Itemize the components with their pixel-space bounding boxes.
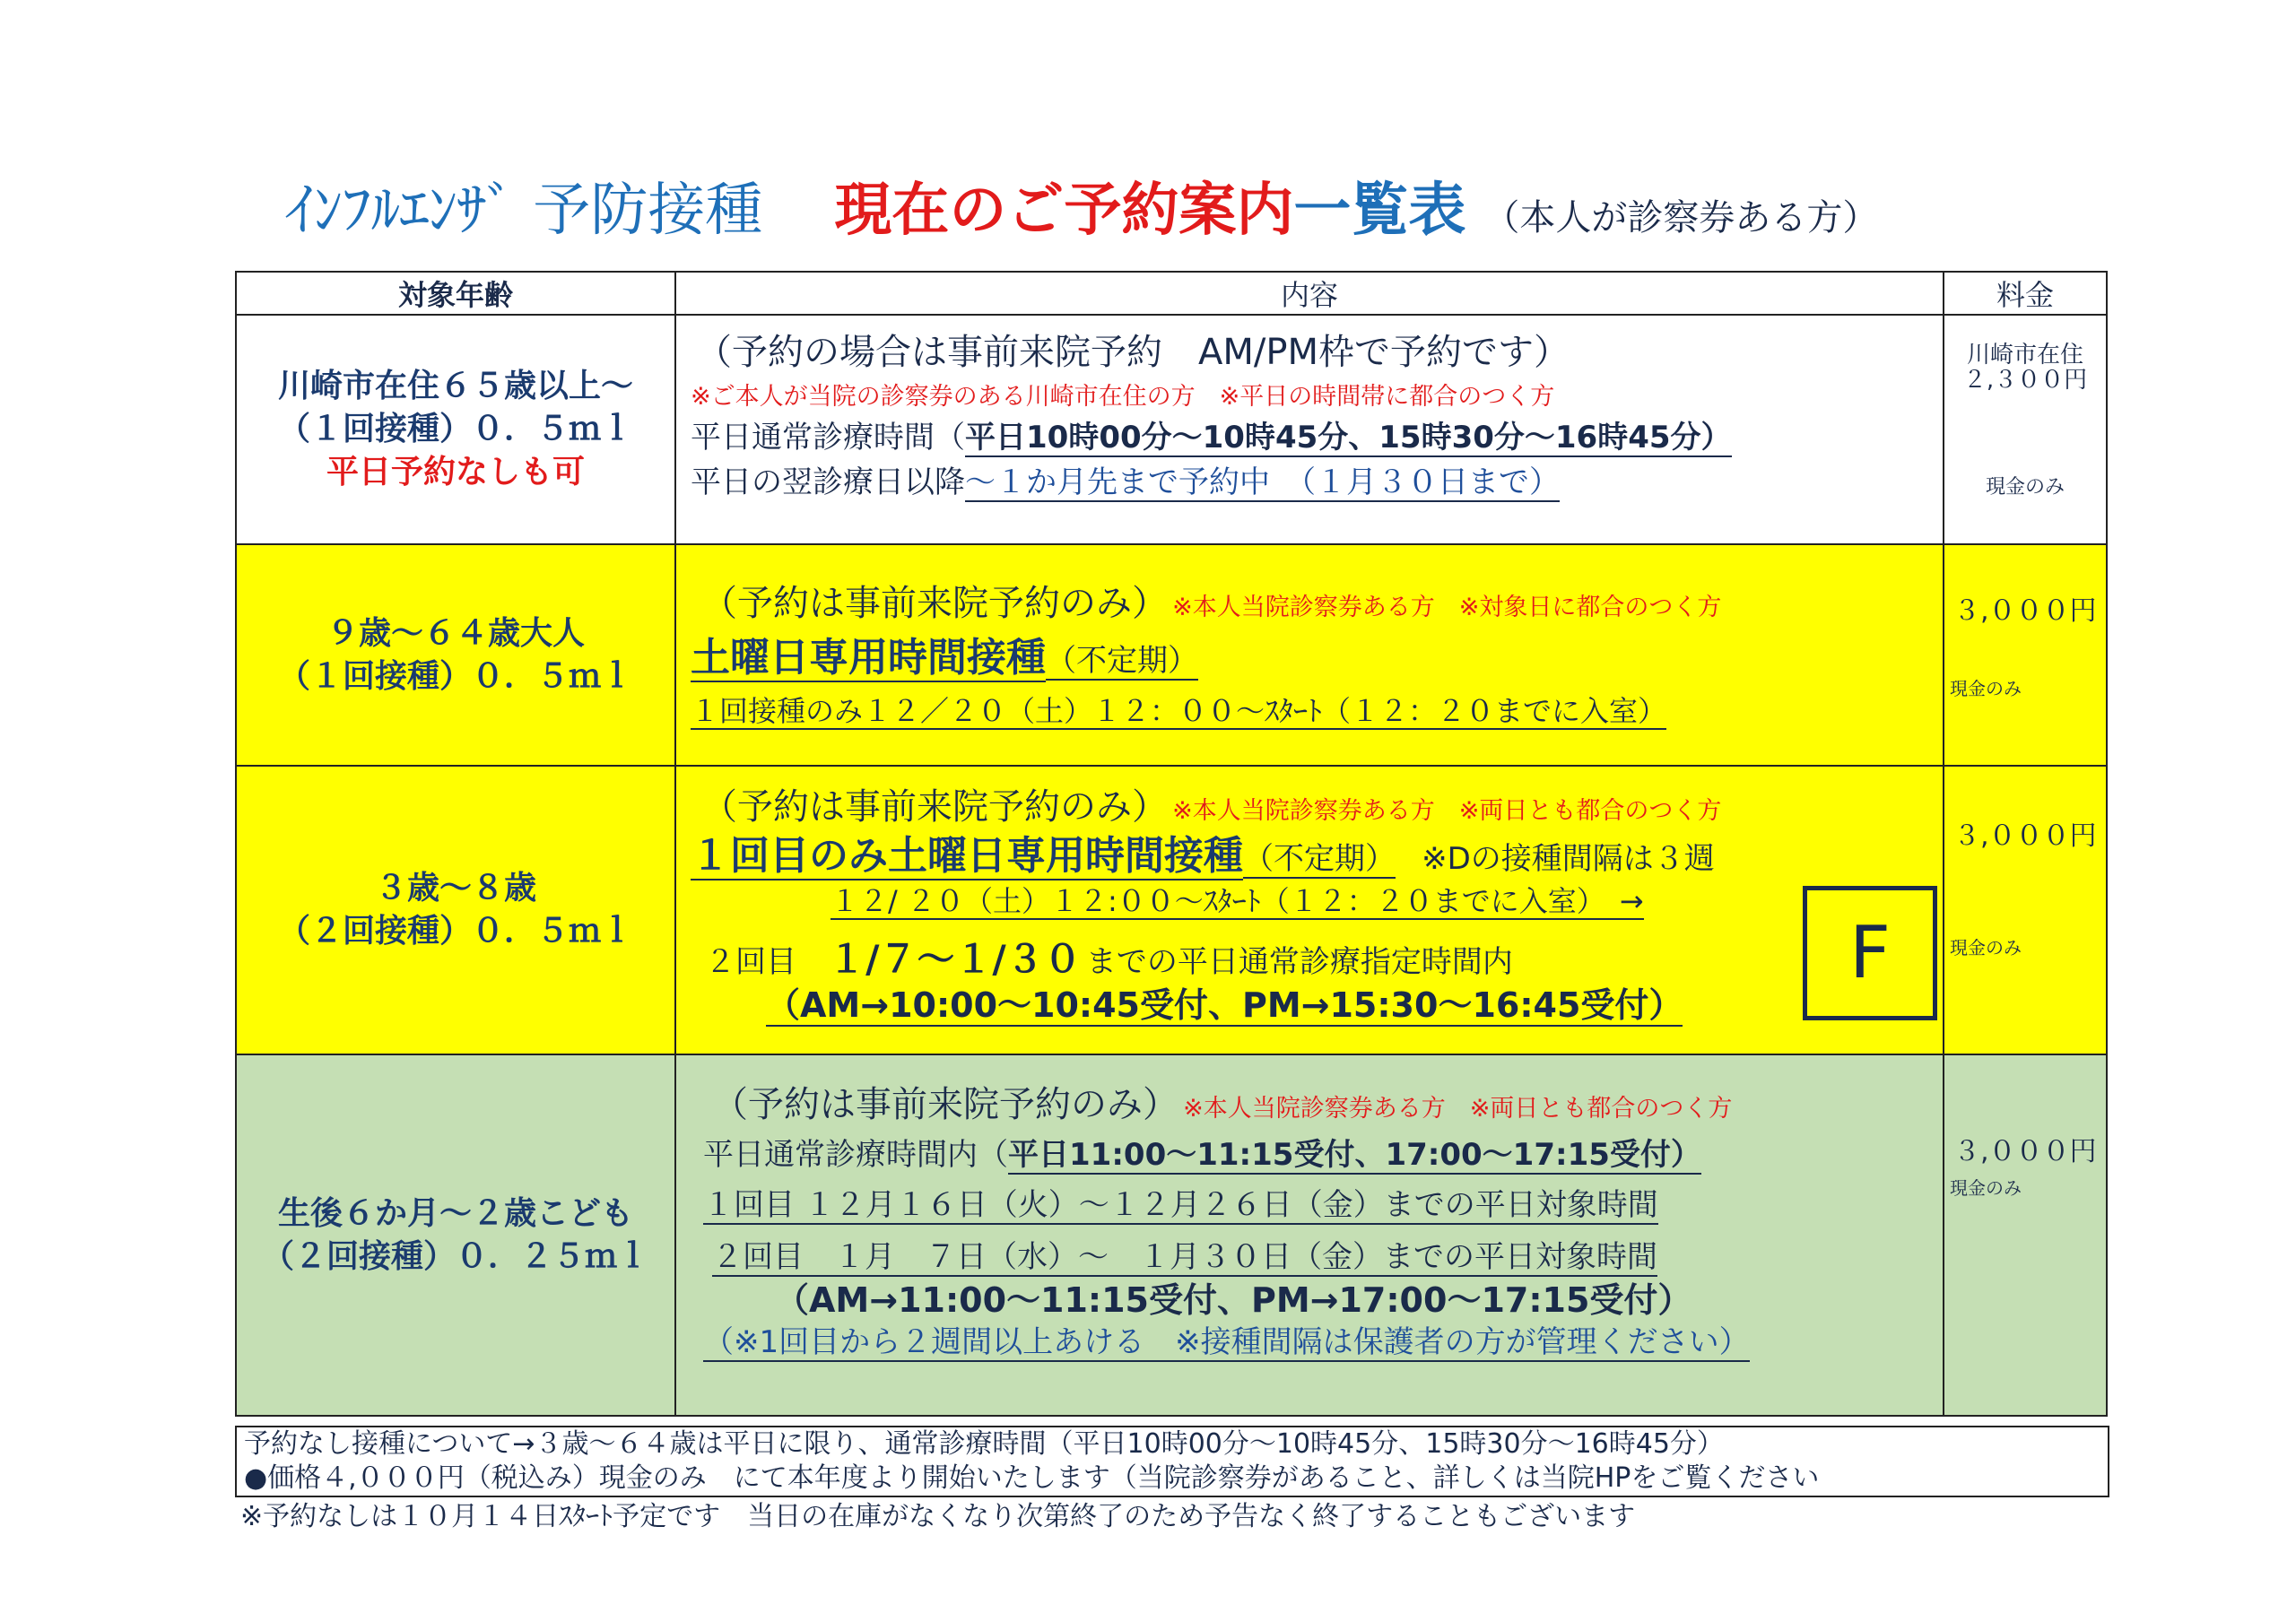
title-part2: 現在のご予約案内 [834, 178, 1294, 244]
content-text: １回接種のみ１２／２０（土）１２：００～ｽﾀｰﾄ（１２：２０までに入室） [691, 694, 1667, 728]
content-line [676, 1184, 1943, 1226]
content-text: １回目のみ土曜日専用時間接種 [691, 833, 1243, 879]
price-cell [1944, 766, 2107, 1054]
note-line: 予約なし接種について→３歳～６４歳は平日に限り、通常診療時間（平日10時00分～10時45分、15時30分～16時45分） [244, 1428, 1724, 1460]
header-age: 対象年齢 [236, 272, 675, 315]
header-content: 内容 [675, 272, 1944, 315]
age-cell [236, 315, 675, 544]
note-line: ※予約なしは１０月１４日ｽﾀｰﾄ予定です 当日の在庫がなくなり次第終了のため予告なく終了することもございます [240, 1501, 1636, 1532]
content-text: （AM→10:00～10:45受付、PM→15:30～16:45受付） [766, 985, 1683, 1025]
content-text: ２回目 １月 ７日（水）～ １月３０日（金）までの平日対象時間 [712, 1239, 1657, 1275]
price-cell [1944, 315, 2107, 544]
price-value: ３,０００円 [1953, 820, 2097, 852]
title-part1: ｲﾝﾌﾙｴﾝｻﾞ 予防接種 [285, 178, 763, 244]
price-value: ３,０００円 [1953, 595, 2097, 627]
content-cell [675, 1054, 1944, 1416]
content-text: 平日通常診療時間（ [691, 420, 965, 455]
age-line: 川崎市在住６５歳以上～ [277, 368, 633, 404]
content-line [676, 633, 1943, 683]
content-note: ※ご本人が当院の診察券のある川崎市在住の方 ※平日の時間帯に都合のつく方 [691, 383, 1555, 411]
content-text: 土曜日専用時間接種 [691, 635, 1046, 681]
content-text: （予約は事前来院予約のみ） [701, 583, 1168, 624]
notes-box [235, 1426, 2109, 1497]
header-price: 料金 [1944, 272, 2107, 315]
note-line: ●価格４,０００円（税込み）現金のみ にて本年度より開始いたします（当院診察券があること、詳しくは当院HPをご覧ください [244, 1462, 1820, 1494]
content-cell [675, 544, 1944, 766]
content-text: ２回目 [705, 944, 796, 980]
price-note: 現金のみ [1985, 476, 2065, 499]
content-cell [675, 315, 1944, 544]
content-cell [675, 766, 1944, 1054]
content-text: １２/ ２０（土）１２:００～ｽﾀｰﾄ（１２：２０までに入室） → [831, 884, 1644, 918]
content-text: （AM→11:00～11:15受付、PM→17:00～17:15受付） [775, 1280, 1692, 1320]
content-line [676, 689, 1943, 730]
age-line: 生後６か月～２歳こども [277, 1194, 633, 1232]
price-line: 川崎市在住 [1966, 342, 2083, 369]
content-line [676, 579, 1943, 628]
content-note: ※本人当院診察券ある方 ※両日とも都合のつく方 [1172, 797, 1722, 825]
age-cell [236, 544, 675, 766]
age-line: （１回接種）０．５ｍｌ [277, 657, 633, 695]
content-line [676, 930, 1943, 984]
price-cell [1944, 544, 2107, 766]
table-header-row [236, 272, 2107, 315]
content-line [676, 1134, 1943, 1175]
schedule-table [235, 271, 2108, 1417]
content-text: 平日11:00～11:15受付、17:00～17:15受付） [1008, 1137, 1701, 1173]
content-line [676, 1080, 1943, 1129]
content-text: ※Dの接種間隔は３週 [1422, 841, 1715, 877]
age-line: ３歳～８歳 [374, 870, 536, 906]
age-line: ９歳～６４歳大人 [326, 614, 585, 652]
age-cell [236, 766, 675, 1054]
content-line [676, 1323, 1943, 1362]
age-line: （２回接種）０．２５ｍｌ [261, 1237, 649, 1275]
price-value: ３,０００円 [1953, 1136, 2097, 1167]
age-note: 平日予約なしも可 [326, 454, 585, 490]
content-text: 平日通常診療時間内（ [703, 1137, 1008, 1173]
title-part4: （本人が診察券ある方） [1483, 197, 1879, 239]
content-text: （予約は事前来院予約のみ） [701, 786, 1168, 828]
content-text: （不定期） [1243, 841, 1396, 877]
content-text: １/７～１/３０ [828, 937, 1082, 981]
table-row [236, 1054, 2107, 1416]
content-line [676, 1278, 1943, 1323]
content-text: （予約は事前来院予約のみ） [712, 1084, 1178, 1125]
content-line [676, 417, 1943, 458]
content-text: 平日の翌診療日以降 [691, 464, 965, 500]
price-value: ２,３００円 [1962, 367, 2088, 394]
content-text: （不定期） [1046, 643, 1198, 679]
content-line [676, 1236, 1943, 1278]
title-part3: 一覧表 [1293, 178, 1466, 244]
content-line [676, 881, 1943, 921]
content-note: ※本人当院診察券ある方 ※両日とも都合のつく方 [1183, 1095, 1733, 1123]
price-note: 現金のみ [1950, 937, 2022, 958]
content-note: ※本人当院診察券ある方 ※対象日に都合のつく方 [1172, 594, 1722, 621]
price-note: 現金のみ [1950, 1177, 2022, 1199]
age-cell [236, 1054, 675, 1416]
age-line: （２回接種）０．５ｍｌ [277, 913, 633, 950]
content-line: （予約の場合は事前来院予約 AM/PM枠で予約です） [696, 332, 1570, 373]
content-text: ～１か月先まで予約中 （１月３０日まで） [965, 464, 1560, 500]
content-line [676, 462, 1943, 503]
content-text: までの平日通常診療指定時間内 [1085, 944, 1513, 980]
f-badge: F [1803, 886, 1937, 1020]
table-row [236, 544, 2107, 766]
content-line [676, 984, 1943, 1027]
price-note: 現金のみ [1950, 678, 2022, 699]
page-title [285, 175, 1878, 254]
age-line: （１回接種）０．５ｍｌ [277, 411, 633, 447]
content-text: １回目 １２月１６日（火）～１２月２６日（金）までの平日対象時間 [703, 1187, 1658, 1223]
content-line [676, 783, 1943, 831]
content-text: 平日10時00分～10時45分、15時30分～16時45分） [965, 420, 1732, 455]
price-cell [1944, 1054, 2107, 1416]
content-text: （※1回目から２週間以上あける ※接種間隔は保護者の方が管理ください） [703, 1324, 1750, 1360]
content-line [676, 831, 1943, 881]
table-row [236, 315, 2107, 544]
